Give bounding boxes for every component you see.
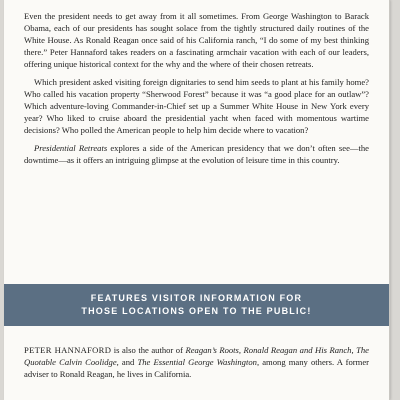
description-paragraph-3 [24, 142, 369, 166]
description-paragraph-3-text: explores a side of the American presidency that we don’t often see—the downtime—as it offers an intriguing glimpse at the evolution of leisure time in this country. [24, 143, 369, 165]
author-bio-text-4: , among many others. A former adviser to Ronald Reagan, he lives in California. [24, 357, 369, 379]
banner-line-1: FEATURES VISITOR INFORMATION FOR [90, 293, 303, 303]
description-paragraph-1: Even the president needs to get away from it all sometimes. From George Washington to Barack Obama, each of our presidents has sought solace from the tightly structured daily routines of the White House. As Ronald Reagan once said of his California ranch, “I do some of my best thinking there.” Peter Hannaford takes readers on a fascinating armchair vacation with each of our leaders, offering unique historical context for the why and the where of their chosen retreats. [24, 11, 369, 69]
author-book-3: The Essential George Washington [137, 357, 257, 367]
banner-line-2: THOSE LOCATIONS OPEN TO THE PUBLIC! [81, 306, 312, 316]
author-name: PETER HANNAFORD [24, 345, 112, 355]
author-bio-text-1: is also the author of [111, 345, 186, 355]
author-bio-text-2: , [351, 345, 357, 355]
features-banner [4, 284, 389, 326]
author-bio [24, 344, 369, 380]
description-paragraph-2: Which president asked visiting foreign dignitaries to send him seeds to plant at his family home? Who called his vacation property “Sherwood Forest” because it was “a good place for an outlaw”? Which adventure-loving Commander-in-Chief set up a Summer White House in New York every year? Who liked to cruise aboard the presidential yacht when faced with momentous wartime decisions? Who polled the American people to help him decide where to vacation? [24, 77, 369, 135]
book-back-cover [4, 0, 390, 400]
author-book-2: The Quotable Calvin Coolidge [24, 345, 369, 367]
author-bio-text-3: , and [116, 357, 138, 367]
book-title-italic: Presidential Retreats [34, 143, 108, 153]
author-book-1: Reagan’s Roots, Ronald Reagan and His Ranch [185, 345, 352, 355]
book-description [24, 10, 369, 172]
